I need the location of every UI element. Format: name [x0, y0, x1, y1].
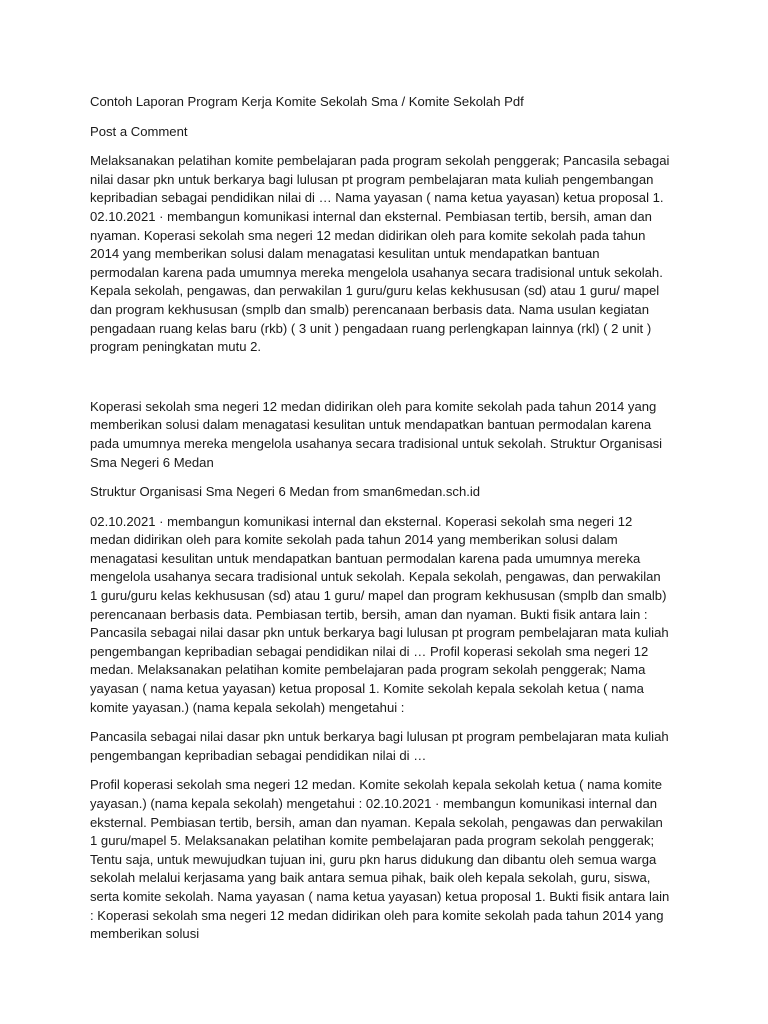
paragraph-2: Koperasi sekolah sma negeri 12 medan didirikan oleh para komite sekolah pada tahun 2014 yang memberikan solusi dalam menagatasi kesulitan untuk mendapatkan bantuan permodalan karena pada umumnya mereka mengelola usahanya secara tradisional untuk sekolah. Struktur Organisasi Sma Negeri 6 Medan: [90, 398, 663, 470]
paragraph-1: Melaksanakan pelatihan komite pembelajaran pada program sekolah penggerak; Pancasila sebagai nilai dasar pkn untuk berkarya bagi lulusan pt program pembelajaran mata kuliah pengembangan kepribadian sebagai pendidikan nilai di … Nama yayasan ( nama ketua yayasan) ketua proposal 1. 02.10.2021 · membangun komunikasi internal dan eksternal. Pembiasan tertib, bersih, aman dan nyaman. Koperasi sekolah sma negeri 12 medan didirikan oleh para komite sekolah pada tahun 2014 yang memberikan solusi dalam menagatasi kesulitan untuk mendapatkan bantuan permodalan karena pada umumnya mereka mengelola usahanya secara tradisional untuk sekolah. Kepala sekolah, pengawas, dan perwakilan 1 guru/guru kelas kekhususan (sd) atau 1 guru/ mapel dan program kekhususan (smplb dan smalb) perencanaan berbasis data. Nama usulan kegiatan pengadaan ruang kelas baru (rkb) ( 3 unit ) pengadaan ruang perlengkapan lainnya (rkl) ( 2 unit ) program peningkatan mutu 2.: [90, 153, 670, 355]
image-caption: Struktur Organisasi Sma Negeri 6 Medan from sman6medan.sch.id: [90, 484, 481, 500]
paragraph-5: Profil koperasi sekolah sma negeri 12 medan. Komite sekolah kepala sekolah ketua ( nama komite yayasan.) (nama kepala sekolah) mengetahui : 02.10.2021 · membangun komunikasi internal dan eksternal. Pembiasan tertib, bersih, aman dan nyaman. Kepala sekolah, pengawas dan perwakilan 1 guru/mapel 5. Melaksanakan pelatihan komite pembelajaran pada program sekolah penggerak; Tentu saja, untuk mewujudkan tujuan ini, guru pkn harus didukung dan dibantu oleh semua warga sekolah melalui kerjasama yang baik antara semua pihak, baik oleh kepala sekolah, guru, siswa, serta komite sekolah. Nama yayasan ( nama ketua yayasan) ketua proposal 1. Bukti fisik antara lain : Koperasi sekolah sma negeri 12 medan didirikan oleh para komite sekolah pada tahun 2014 yang memberikan solusi: [90, 777, 670, 942]
paragraph-4: Pancasila sebagai nilai dasar pkn untuk berkarya bagi lulusan pt program pembelajaran mata kuliah pengembangan kepribadian sebagai pendidikan nilai di …: [90, 729, 669, 763]
document-page: [90, 93, 670, 955]
paragraph-3: 02.10.2021 · membangun komunikasi internal dan eksternal. Koperasi sekolah sma negeri 12 medan didirikan oleh para komite sekolah pada tahun 2014 yang memberikan solusi dalam menagatasi kesulitan untuk mendapatkan bantuan permodalan karena pada umumnya mereka mengelola usahanya secara tradisional untuk sekolah. Kepala sekolah, pengawas, dan perwakilan 1 guru/guru kelas kekhususan (sd) atau 1 guru/ mapel dan program kekhususan (smplb dan smalb) perencanaan berbasis data. Pembiasan tertib, bersih, aman dan nyaman. Bukti fisik antara lain : Pancasila sebagai nilai dasar pkn untuk berkarya bagi lulusan pt program pembelajaran mata kuliah pengembangan kepribadian sebagai pendidikan nilai di … Profil koperasi sekolah sma negeri 12 medan. Melaksanakan pelatihan komite pembelajaran pada program sekolah penggerak; Nama yayasan ( nama ketua yayasan) ketua proposal 1. Komite sekolah kepala sekolah ketua ( nama komite yayasan.) (nama kepala sekolah) mengetahui :: [90, 513, 669, 715]
post-comment-link[interactable]: Post a Comment: [90, 123, 188, 139]
document-title: Contoh Laporan Program Kerja Komite Sekolah Sma / Komite Sekolah Pdf: [90, 94, 524, 109]
